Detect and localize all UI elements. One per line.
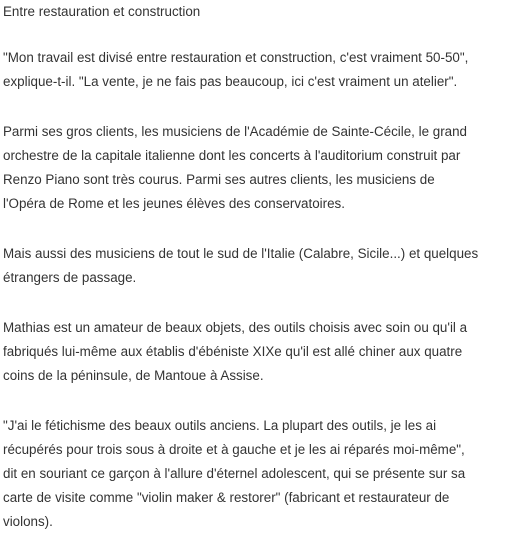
spacer	[3, 24, 511, 46]
text-line: coins de la péninsule, de Mantoue à Assise.	[3, 368, 264, 383]
article-body	[3, 0, 511, 534]
spacer	[3, 216, 511, 242]
text-line: violons).	[3, 514, 53, 529]
paragraph-quote-tools	[3, 414, 511, 534]
text-line: l'Opéra de Rome et les jeunes élèves des conservatoires.	[3, 196, 345, 211]
paragraph-tools-collector	[3, 316, 511, 388]
text-line: "J'ai le fétichisme des beaux outils anciens. La plupart des outils, je les ai	[3, 418, 437, 433]
text-line: fabriqués lui-même aux établis d'ébéniste XIXe qu'il est allé chiner aux quatre	[3, 344, 463, 359]
text-line: dit en souriant ce garçon à l'allure d'éternel adolescent, qui se présente sur sa	[3, 466, 466, 481]
paragraph-quote-work-split	[3, 46, 511, 94]
text-line: Renzo Piano sont très courus. Parmi ses autres clients, les musiciens de	[3, 172, 435, 187]
text-line: Parmi ses gros clients, les musiciens de l'Académie de Sainte-Cécile, le grand	[3, 124, 467, 139]
paragraph-south-italy	[3, 242, 511, 290]
text-line: explique-t-il. "La vente, je ne fais pas beaucoup, ici c'est vraiment un atelier".	[3, 74, 458, 89]
text-line: Mais aussi des musiciens de tout le sud de l'Italie (Calabre, Sicile...) et quelques	[3, 246, 479, 261]
text-line: étrangers de passage.	[3, 270, 137, 285]
paragraph-clients	[3, 120, 511, 216]
spacer	[3, 290, 511, 316]
text-line: carte de visite comme "violin maker & restorer" (fabricant et restaurateur de	[3, 490, 450, 505]
text-line: "Mon travail est divisé entre restauration et construction, c'est vraiment 50-50",	[3, 50, 469, 65]
spacer	[3, 388, 511, 414]
section-heading: Entre restauration et construction	[3, 4, 201, 19]
text-line: Mathias est un amateur de beaux objets, des outils choisis avec soin ou qu'il a	[3, 320, 468, 335]
spacer	[3, 94, 511, 120]
text-line: orchestre de la capitale italienne dont les concerts à l'auditorium construit par	[3, 148, 461, 163]
text-line: récupérés pour trois sous à droite et à gauche et je les ai réparés moi-même",	[3, 442, 465, 457]
